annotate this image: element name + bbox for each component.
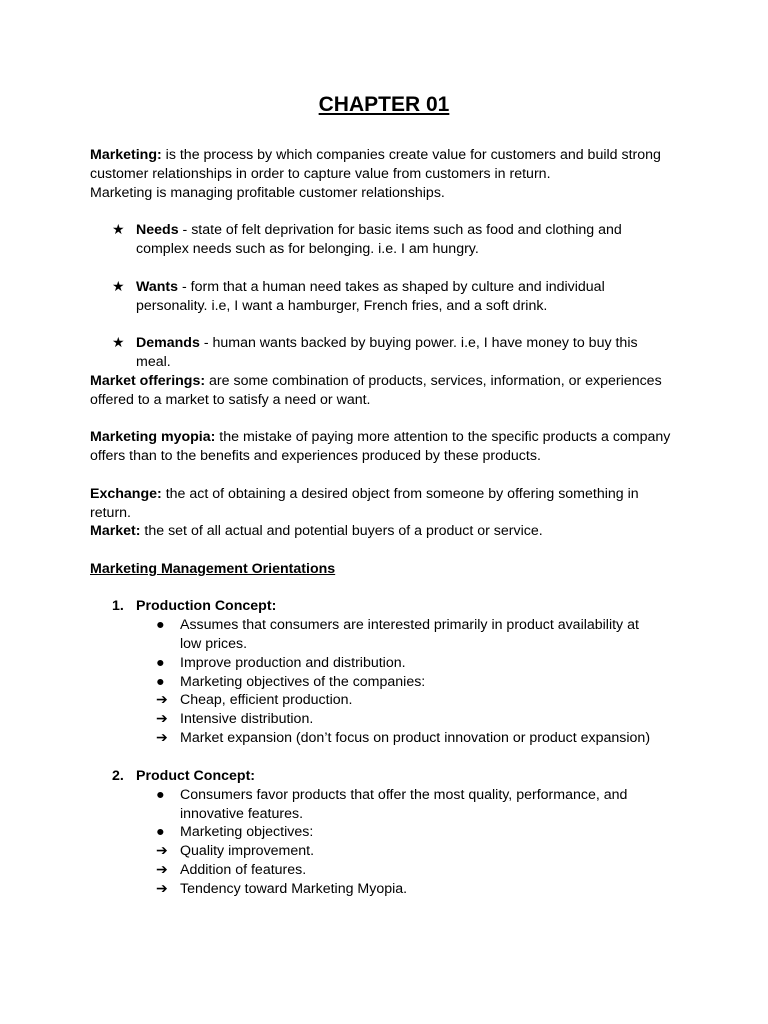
- list-item-text: Market expansion (don’t focus on product innovation or product expansion): [180, 730, 651, 746]
- concept-wants: [112, 278, 672, 316]
- definition-def: the mistake of paying more attention to the specific products a company offers than to the benefits and experiences produced by these products.: [90, 429, 671, 464]
- arrow-right-icon: ➔: [156, 843, 168, 859]
- list-item: [156, 729, 656, 748]
- orientations-heading: [90, 560, 680, 579]
- list-item-text: Addition of features.: [180, 862, 307, 878]
- list-item-text: Cheap, efficient production.: [180, 692, 353, 708]
- list-item-text: Quality improvement.: [180, 843, 315, 859]
- definition-term: Market offerings:: [90, 373, 206, 389]
- star-icon: ★: [112, 335, 125, 351]
- marketing-def: is the process by which companies create value for customers and build strong customer relationships in order to capture value from customers in return.: [90, 147, 661, 182]
- list-item-text: Marketing objectives of the companies:: [180, 674, 426, 690]
- orientation-number: 2.: [112, 768, 124, 784]
- concept-term: Wants: [136, 279, 179, 295]
- arrow-right-icon: ➔: [156, 711, 168, 727]
- chapter-title: CHAPTER 01: [318, 93, 450, 116]
- bullet-icon: ●: [156, 787, 165, 803]
- arrow-right-icon: ➔: [156, 730, 168, 746]
- arrow-right-icon: ➔: [156, 881, 168, 897]
- concept-needs: [112, 221, 672, 259]
- definition-marketing-myopia: [90, 428, 680, 466]
- list-item: [156, 691, 656, 710]
- list-item: [156, 654, 656, 673]
- definition-term: Market:: [90, 523, 141, 539]
- concept-demands: [112, 334, 672, 372]
- orientations-heading-text: Marketing Management Orientations: [90, 561, 336, 577]
- concept-term: Demands: [136, 335, 200, 351]
- definition-term: Exchange:: [90, 486, 162, 502]
- bullet-icon: ●: [156, 674, 165, 690]
- definition-market: [90, 522, 680, 541]
- orientation-title: Production Concept:: [136, 598, 277, 614]
- arrow-right-icon: ➔: [156, 692, 168, 708]
- list-item: [156, 673, 656, 692]
- list-item: [156, 616, 656, 654]
- bullet-icon: ●: [156, 617, 165, 633]
- list-item-text: Tendency toward Marketing Myopia.: [180, 881, 408, 897]
- definition-def: are some combination of products, services, information, or experiences offered to a market to satisfy a need or want.: [90, 373, 662, 408]
- list-item: [156, 880, 656, 899]
- list-item: [156, 823, 656, 842]
- list-item-text: Consumers favor products that offer the most quality, performance, and innovative features.: [180, 787, 628, 822]
- bullet-icon: ●: [156, 655, 165, 671]
- list-item-text: Improve production and distribution.: [180, 655, 406, 671]
- bullet-icon: ●: [156, 824, 165, 840]
- marketing-definition: [90, 146, 680, 202]
- star-icon: ★: [112, 222, 125, 238]
- orientation-production: [112, 597, 672, 616]
- list-item-text: Marketing objectives:: [180, 824, 314, 840]
- concept-def: - form that a human need takes as shaped by culture and individual personality. i.e, I want a hamburger, French fries, and a soft drink.: [136, 279, 605, 314]
- list-item: [156, 842, 656, 861]
- star-icon: ★: [112, 279, 125, 295]
- marketing-line2: Marketing is managing profitable customer relationships.: [90, 184, 445, 201]
- marketing-term: Marketing:: [90, 147, 162, 163]
- list-item: [156, 861, 656, 880]
- definition-exchange: [90, 485, 680, 523]
- definition-def: the set of all actual and potential buyers of a product or service.: [140, 523, 543, 539]
- definition-def: the act of obtaining a desired object from someone by offering something in return.: [90, 486, 639, 521]
- definition-market-offerings: [90, 372, 680, 410]
- concept-def: - human wants backed by buying power. i.e, I have money to buy this meal.: [136, 335, 638, 370]
- orientation-title: Product Concept:: [136, 768, 256, 784]
- list-item: [156, 786, 656, 824]
- concept-term: Needs: [136, 222, 179, 238]
- definition-term: Marketing myopia:: [90, 429, 216, 445]
- concept-def: - state of felt deprivation for basic items such as food and clothing and complex needs such as for belonging. i.e. I am hungry.: [136, 222, 622, 257]
- arrow-right-icon: ➔: [156, 862, 168, 878]
- list-item-text: Intensive distribution.: [180, 711, 314, 727]
- orientation-number: 1.: [112, 598, 124, 614]
- list-item: [156, 710, 656, 729]
- list-item-text: Assumes that consumers are interested primarily in product availability at low prices.: [180, 617, 639, 652]
- orientation-product: [112, 767, 672, 786]
